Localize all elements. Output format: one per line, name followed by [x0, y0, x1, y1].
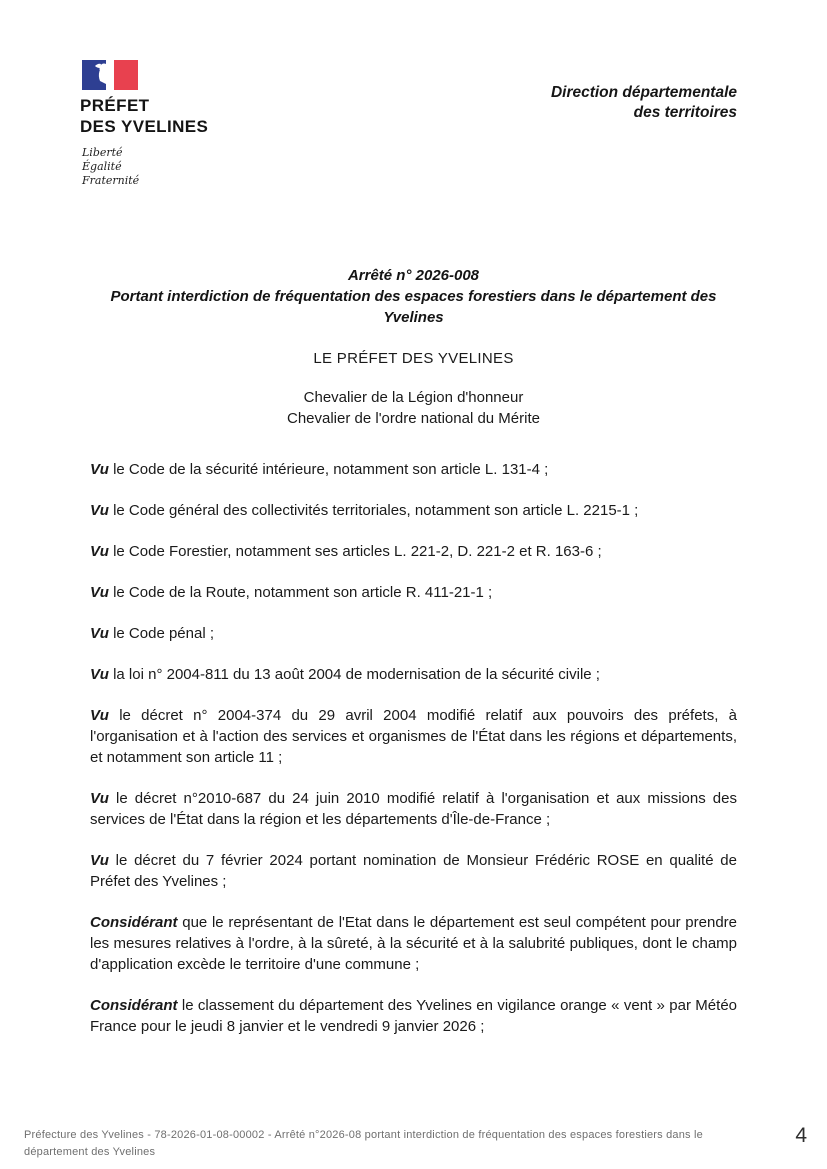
recital-lead: Vu: [90, 666, 109, 683]
recital-lead: Vu: [90, 584, 109, 601]
page-number: 4: [795, 1124, 807, 1147]
recital-lead: Vu: [90, 852, 109, 869]
recital-paragraph: [90, 623, 737, 644]
recital-paragraph: [90, 850, 737, 892]
recital-lead: Considérant: [90, 997, 178, 1014]
footer-reference: Préfecture des Yvelines - 78-2026-01-08-00002 - Arrêté n°2026-08 portant interdiction de fréquentation des espaces forestiers dans le département des Yvelines: [24, 1129, 703, 1158]
logo-motto: [82, 146, 208, 188]
motto-line: Liberté: [82, 146, 123, 159]
recital-text: que le représentant de l'Etat dans le département est seul compétent pour prendre les mesures relatives à l'ordre, à la sûreté, à la sécurité et à la salubrité publiques, dont le champ d'application excède le territoire d'une commune ;: [90, 914, 737, 973]
decree-number: Arrêté n° 2026-008: [347, 267, 480, 284]
recital-text: le Code général des collectivités territoriales, notamment son article L. 2215-1 ;: [113, 502, 639, 519]
recital-paragraph: [90, 582, 737, 603]
motto-line: Égalité: [82, 160, 122, 173]
decree-title: [92, 265, 736, 328]
issuing-direction: [551, 83, 737, 123]
recital-lead: Vu: [90, 461, 109, 478]
recital-paragraph: [90, 459, 737, 480]
recital-paragraph: [90, 705, 737, 768]
recital-text: le classement du département des Yvelines en vigilance orange « vent » par Météo France pour le jeudi 8 janvier et le vendredi 9 janvier 2026 ;: [90, 997, 737, 1035]
recital-paragraph: [90, 995, 737, 1037]
recital-paragraph: [90, 500, 737, 521]
recital-text: le Code de la sécurité intérieure, notamment son article L. 131-4 ;: [113, 461, 549, 478]
recital-lead: Considérant: [90, 914, 178, 931]
recital-text: le décret n°2010-687 du 24 juin 2010 modifié relatif à l'organisation et aux missions des services de l'État dans la région et les départements d'Île-de-France ;: [90, 790, 737, 828]
recital-text: le Code Forestier, notamment ses articles L. 221-2, D. 221-2 et R. 163-6 ;: [113, 543, 602, 560]
french-flag-marianne-icon: [82, 60, 138, 90]
recital-lead: Vu: [90, 625, 109, 642]
recital-paragraph: [90, 664, 737, 685]
document-body: [90, 265, 737, 1057]
recital-text: le décret n° 2004-374 du 29 avril 2004 modifié relatif aux pouvoirs des préfets, à l'organisation et à l'action des services et organismes de l'État dans les régions et départements, et notamment son article 11 ;: [90, 707, 737, 766]
recital-text: le décret du 7 février 2024 portant nomination de Monsieur Frédéric ROSE en qualité de Préfet des Yvelines ;: [90, 852, 737, 890]
recital-lead: Vu: [90, 790, 109, 807]
recital-text: le Code de la Route, notamment son article R. 411-21-1 ;: [113, 584, 493, 601]
direction-line2: des territoires: [633, 104, 737, 121]
recital-lead: Vu: [90, 707, 109, 724]
recital-paragraph: [90, 912, 737, 975]
honor-line: Chevalier de la Légion d'honneur: [303, 389, 524, 406]
recital-lead: Vu: [90, 543, 109, 560]
recital-paragraph: [90, 788, 737, 830]
issuer-heading: LE PRÉFET DES YVELINES: [313, 350, 514, 367]
logo-wordmark-line2: DES YVELINES: [80, 117, 209, 136]
decree-subject: Portant interdiction de fréquentation des espaces forestiers dans le département des Yvelines: [110, 288, 717, 326]
recital-paragraph: [90, 541, 737, 562]
logo-wordmark: [80, 95, 208, 137]
recital-text: le Code pénal ;: [113, 625, 214, 642]
motto-line: Fraternité: [82, 174, 140, 187]
logo-wordmark-line1: PRÉFET: [80, 96, 150, 115]
prefecture-logo: [80, 60, 208, 188]
recital-text: la loi n° 2004-811 du 13 août 2004 de modernisation de la sécurité civile ;: [113, 666, 600, 683]
honor-line: Chevalier de l'ordre national du Mérite: [286, 410, 540, 427]
direction-line1: Direction départementale: [550, 84, 737, 101]
issuer-honors: [90, 387, 737, 429]
recital-lead: Vu: [90, 502, 109, 519]
